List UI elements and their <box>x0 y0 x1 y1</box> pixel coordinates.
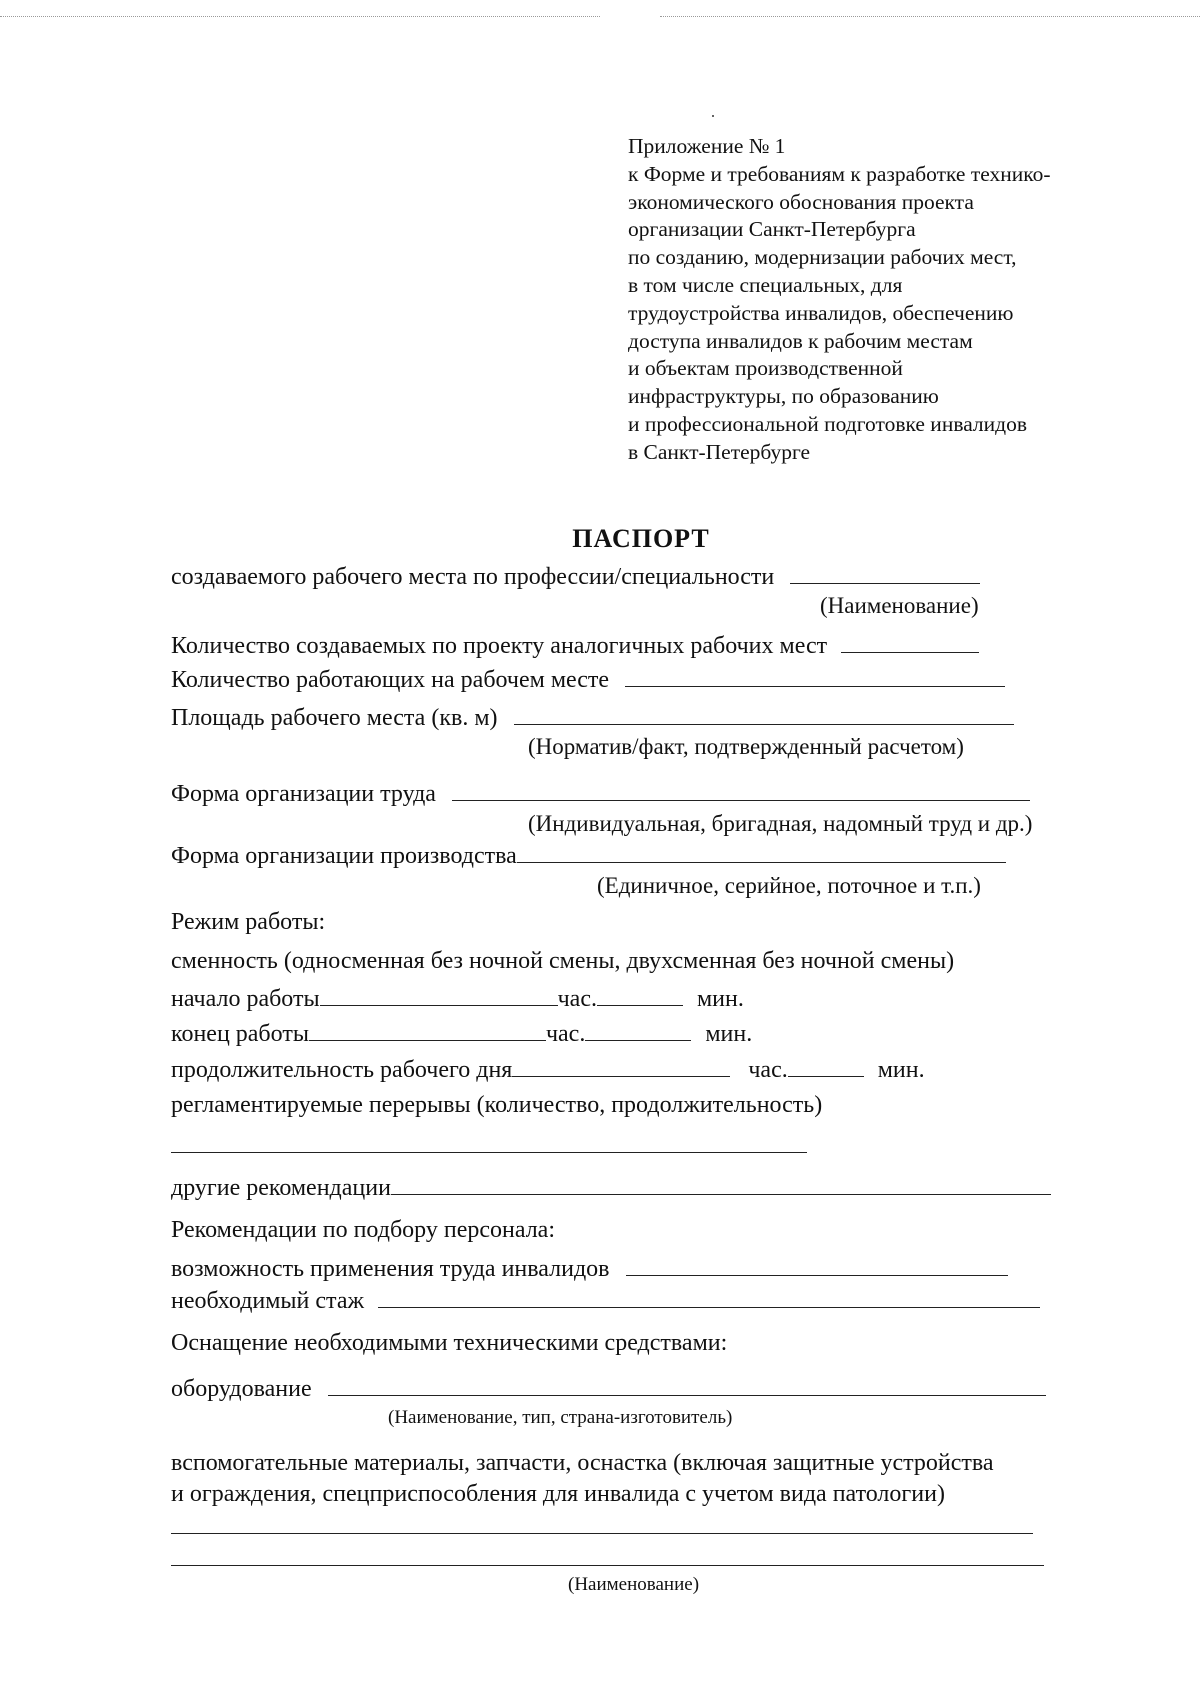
labor-form-blank[interactable] <box>452 778 1030 801</box>
count-places-blank[interactable] <box>841 630 979 653</box>
production-form-blank[interactable] <box>517 840 1006 863</box>
count-places-row <box>171 630 979 660</box>
profession-label: создаваемого рабочего места по профессии/специальности <box>171 564 775 590</box>
minutes-unit: мин. <box>696 986 744 1012</box>
minutes-unit: мин. <box>877 1057 925 1083</box>
end-row <box>171 1018 752 1048</box>
other-blank[interactable] <box>391 1172 1051 1195</box>
count-workers-row <box>171 664 1005 694</box>
start-row <box>171 983 744 1013</box>
schedule-heading: Режим работы: <box>171 909 326 935</box>
area-hint: (Норматив/факт, подтвержденный расчетом) <box>528 734 964 759</box>
duration-row <box>171 1054 925 1084</box>
appendix-line: и объектам производственной <box>628 356 903 381</box>
start-minutes-blank[interactable] <box>597 983 683 1006</box>
minutes-unit: мин. <box>705 1021 753 1047</box>
materials-blank-1[interactable] <box>171 1533 1033 1534</box>
disabled-labor-row <box>171 1253 1008 1283</box>
duration-hours-blank[interactable] <box>512 1054 730 1077</box>
production-form-label: Форма организации производства <box>171 843 517 869</box>
experience-label: необходимый стаж <box>171 1288 365 1314</box>
production-form-hint: (Единичное, серийное, поточное и т.п.) <box>597 873 981 898</box>
duration-label: продолжительность рабочего дня <box>171 1057 513 1083</box>
end-minutes-blank[interactable] <box>585 1018 691 1041</box>
breaks-blank[interactable] <box>171 1152 807 1153</box>
appendix-line: экономического обоснования проекта <box>628 189 974 214</box>
appendix-line: Приложение № 1 <box>628 134 786 158</box>
area-label: Площадь рабочего места (кв. м) <box>171 705 498 731</box>
materials-line-1: вспомогательные материалы, запчасти, оснастка (включая защитные устройства <box>171 1450 994 1476</box>
profession-hint: (Наименование) <box>820 593 979 618</box>
area-blank[interactable] <box>514 702 1014 725</box>
end-label: конец работы <box>171 1021 309 1047</box>
equipment-row <box>171 1373 1046 1403</box>
equipment-label: оборудование <box>171 1376 312 1402</box>
hours-unit: час. <box>545 1021 586 1047</box>
equipment-blank[interactable] <box>328 1373 1046 1396</box>
end-hours-blank[interactable] <box>309 1018 546 1041</box>
appendix-line: в Санкт-Петербурге <box>628 439 811 464</box>
production-form-row <box>171 840 1006 870</box>
shifts-text: сменность (односменная без ночной смены, двухсменная без ночной смены) <box>171 948 955 974</box>
labor-form-row <box>171 778 1030 808</box>
appendix-line: по созданию, модернизации рабочих мест, <box>628 245 1017 270</box>
materials-blank-2[interactable] <box>171 1565 1044 1566</box>
count-workers-label: Количество работающих на рабочем месте <box>171 667 610 693</box>
start-label: начало работы <box>171 986 320 1012</box>
breaks-text: регламентируемые перерывы (количество, продолжительность) <box>171 1092 823 1118</box>
labor-form-label: Форма организации труда <box>171 781 436 807</box>
appendix-line: организации Санкт-Петербурга <box>628 217 916 242</box>
equipment-hint: (Наименование, тип, страна-изготовитель) <box>388 1407 733 1428</box>
disabled-labor-blank[interactable] <box>626 1253 1008 1276</box>
document-title: ПАСПОРТ <box>572 524 710 553</box>
experience-blank[interactable] <box>378 1285 1040 1308</box>
other-label: другие рекомендации <box>171 1175 391 1201</box>
count-workers-blank[interactable] <box>625 664 1005 687</box>
equipment-heading: Оснащение необходимыми техническими средствами: <box>171 1330 728 1356</box>
profession-blank[interactable] <box>790 561 980 584</box>
labor-form-hint: (Индивидуальная, бригадная, надомный труд и др.) <box>528 811 1033 836</box>
materials-hint: (Наименование) <box>568 1574 700 1595</box>
count-places-label: Количество создаваемых по проекту аналогичных рабочих мест <box>171 633 828 659</box>
profession-row <box>171 561 980 591</box>
appendix-line: трудоустройства инвалидов, обеспечению <box>628 300 1014 325</box>
other-row <box>171 1172 1051 1202</box>
appendix-line: инфраструктуры, по образованию <box>628 384 939 409</box>
area-row <box>171 702 1014 732</box>
disabled-labor-label: возможность применения труда инвалидов <box>171 1256 610 1282</box>
scan-artifact-top-right <box>660 16 1200 17</box>
duration-minutes-blank[interactable] <box>788 1054 864 1077</box>
materials-line-2: и ограждения, спецприспособления для инвалида с учетом вида патологии) <box>171 1481 945 1507</box>
scan-speck <box>712 115 714 117</box>
hours-unit: час. <box>748 1057 788 1083</box>
appendix-line: в том числе специальных, для <box>628 272 903 297</box>
appendix-line: доступа инвалидов к рабочим местам <box>628 328 973 353</box>
scan-artifact-top-left <box>0 16 600 17</box>
experience-row <box>171 1285 1040 1315</box>
appendix-line: к Форме и требованиям к разработке технико- <box>628 161 1051 186</box>
hours-unit: час. <box>557 986 597 1012</box>
appendix-header <box>628 133 1128 467</box>
personnel-heading: Рекомендации по подбору персонала: <box>171 1217 555 1243</box>
start-hours-blank[interactable] <box>320 983 558 1006</box>
appendix-line: и профессиональной подготовке инвалидов <box>628 411 1027 436</box>
